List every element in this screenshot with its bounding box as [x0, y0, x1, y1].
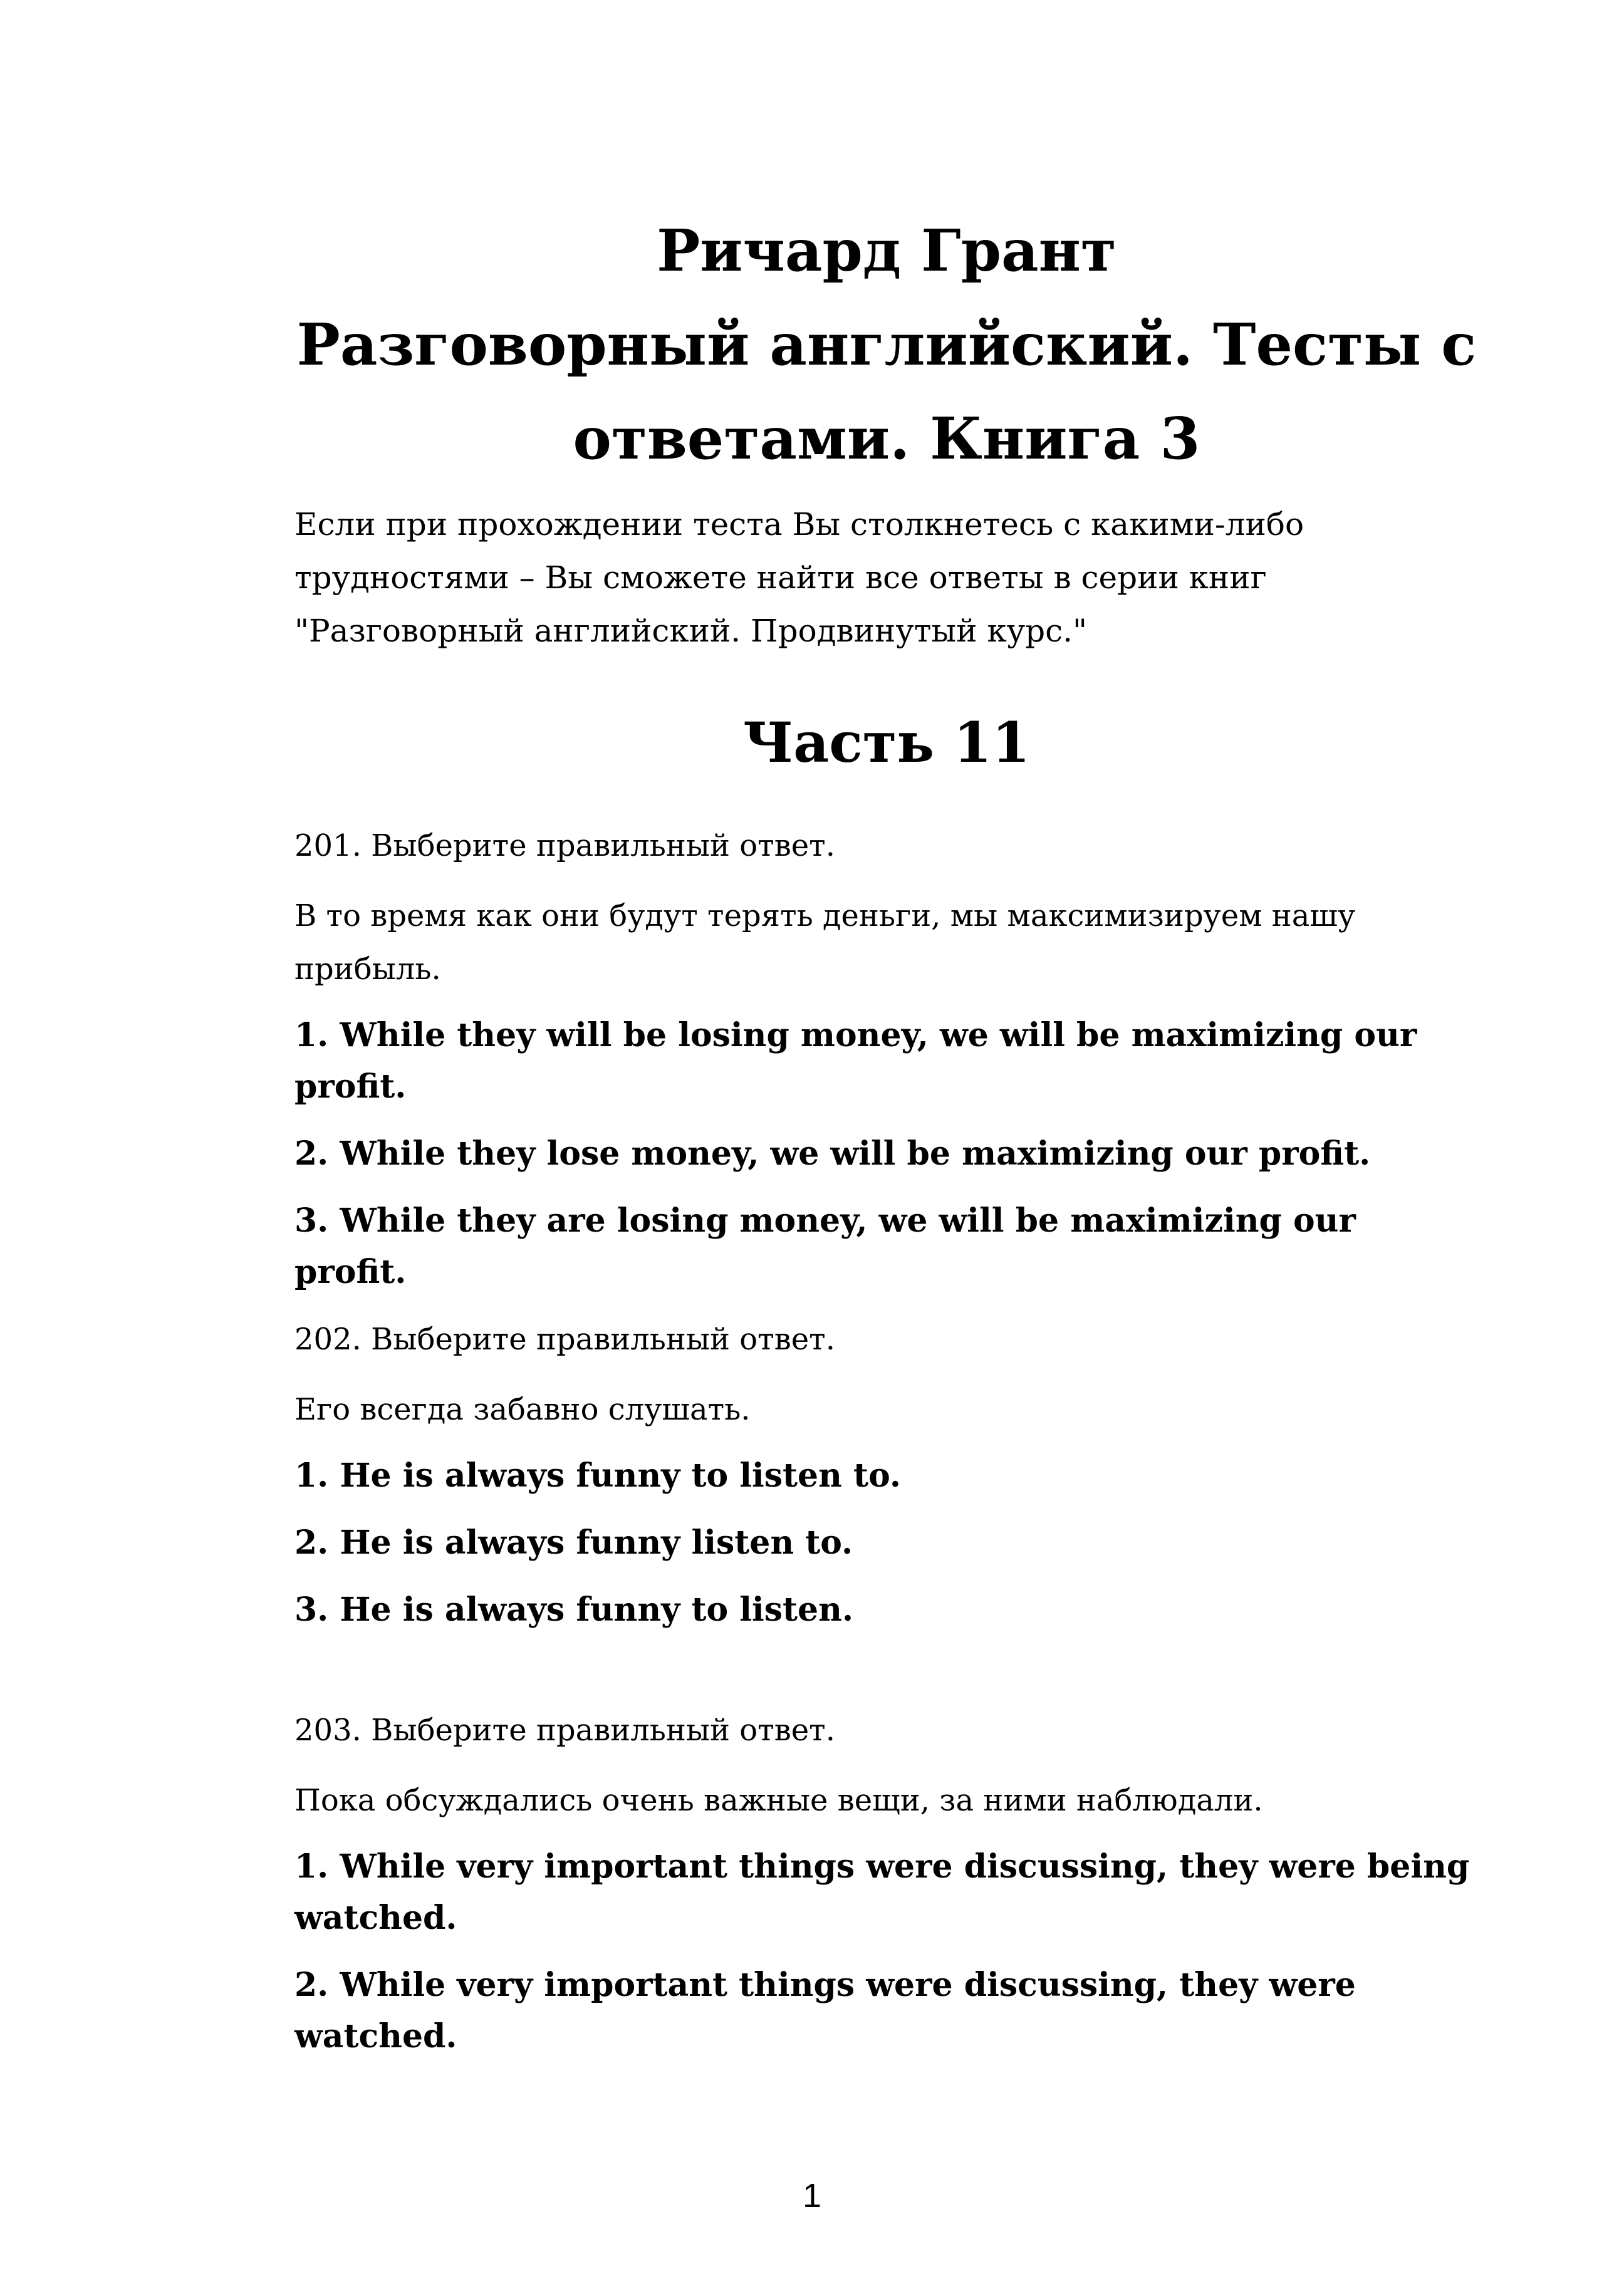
intro-paragraph: Если при прохождении теста Вы столкнетесь с какими-либо трудностями – Вы сможете найти все ответы в серии книг "Разговорный английский. Продвинутый курс."	[294, 506, 1304, 649]
question-prompt: Пока обсуждались очень важные вещи, за ними наблюдали.	[294, 1783, 1263, 1818]
answer-option: 2. While they lose money, we will be maximizing our profit.	[294, 1135, 1371, 1173]
book-title	[294, 204, 1479, 486]
part-heading: Часть 11	[742, 710, 1031, 775]
answer-option: 1. While very important things were discussing, they were being watched.	[294, 1847, 1470, 1937]
title-author: Ричард Грант	[657, 217, 1116, 284]
question-label: 202. Выберите правильный ответ.	[294, 1322, 835, 1357]
answer-option: 1. While they will be losing money, we will be maximizing our profit.	[294, 1016, 1417, 1106]
question-label: 201. Выберите правильный ответ.	[294, 828, 835, 863]
answer-option: 2. While very important things were discussing, they were watched.	[294, 1966, 1356, 2055]
answer-option: 2. He is always funny listen to.	[294, 1524, 853, 1562]
answer-option: 3. While they are losing money, we will be maximizing our profit.	[294, 1202, 1356, 1291]
question-202	[294, 1321, 1479, 1651]
question-prompt: В то время как они будут терять деньги, мы максимизируем нашу прибыль.	[294, 898, 1356, 987]
page-number: 1	[802, 2177, 822, 2215]
title-line-2: Разговорный английский. Тесты с	[296, 311, 1477, 378]
question-203	[294, 1712, 1479, 2078]
title-line-3: ответами. Книга 3	[573, 405, 1200, 472]
answer-option: 3. He is always funny to listen.	[294, 1591, 854, 1629]
answer-option: 1. He is always funny to listen to.	[294, 1457, 901, 1495]
question-prompt: Его всегда забавно слушать.	[294, 1392, 751, 1427]
question-label: 203. Выберите правильный ответ.	[294, 1713, 835, 1748]
question-201	[294, 827, 1479, 1314]
